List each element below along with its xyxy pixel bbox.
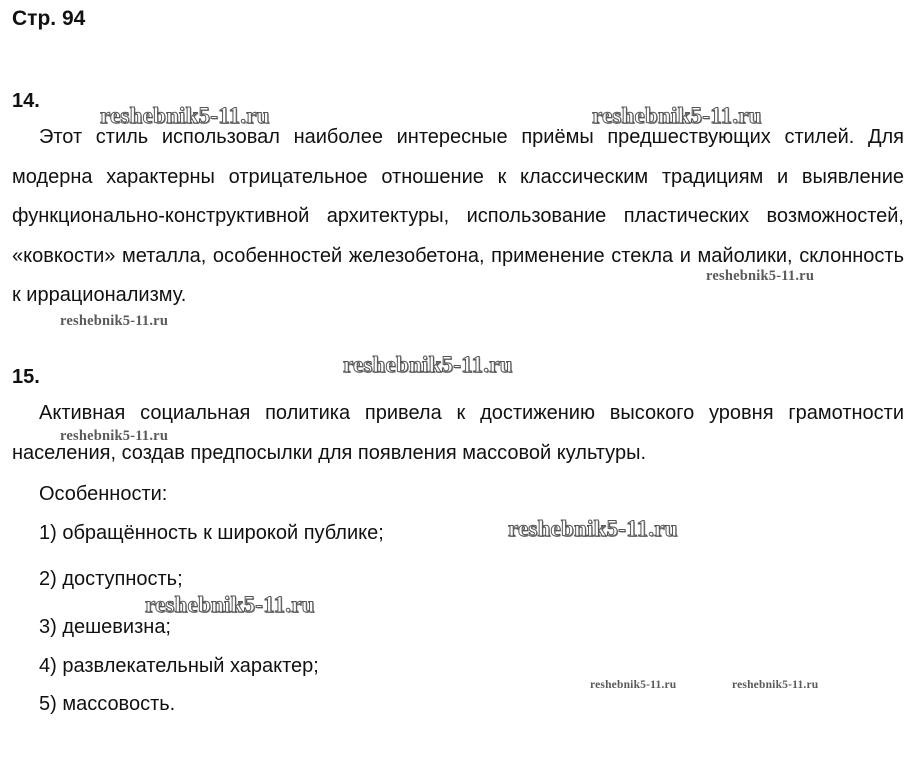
features-label: Особенности:	[39, 483, 168, 505]
watermark: reshebnik5-11.ru	[508, 516, 678, 541]
feature-item: 1) обращённость к широкой публике;	[39, 522, 384, 544]
task-15-number: 15.	[12, 366, 40, 388]
watermark: reshebnik5-11.ru	[60, 428, 169, 444]
watermark: reshebnik5-11.ru	[706, 268, 815, 284]
feature-item: 4) развлекательный характер;	[39, 655, 319, 677]
watermark: reshebnik5-11.ru	[100, 103, 270, 128]
watermark: reshebnik5-11.ru	[732, 679, 819, 691]
task-14-text: Этот стиль использовал наиболее интересные приёмы предшествующих стилей. Для модерна характерны отрицательное отношение к классическим традициям и выявление функционально-конструктивной архитектуры, использование пластических возможностей, «ковкости» металла, особенностей железобетона, применение стекла и майолики, склонность к иррационализму.	[12, 126, 904, 306]
watermark: reshebnik5-11.ru	[343, 352, 513, 377]
feature-item: 2) доступность;	[39, 568, 183, 590]
task-15-text: Активная социальная политика привела к достижению высокого уровня грамотности населения, создав предпосылки для появления массовой культуры.	[12, 402, 904, 464]
task-14-number: 14.	[12, 90, 40, 112]
feature-item: 3) дешевизна;	[39, 616, 171, 638]
watermark: reshebnik5-11.ru	[590, 679, 677, 691]
watermark: reshebnik5-11.ru	[60, 313, 169, 329]
watermark: reshebnik5-11.ru	[592, 103, 762, 128]
watermark: reshebnik5-11.ru	[145, 592, 315, 617]
page-title: Стр. 94	[12, 7, 86, 30]
feature-item: 5) массовость.	[39, 693, 176, 715]
